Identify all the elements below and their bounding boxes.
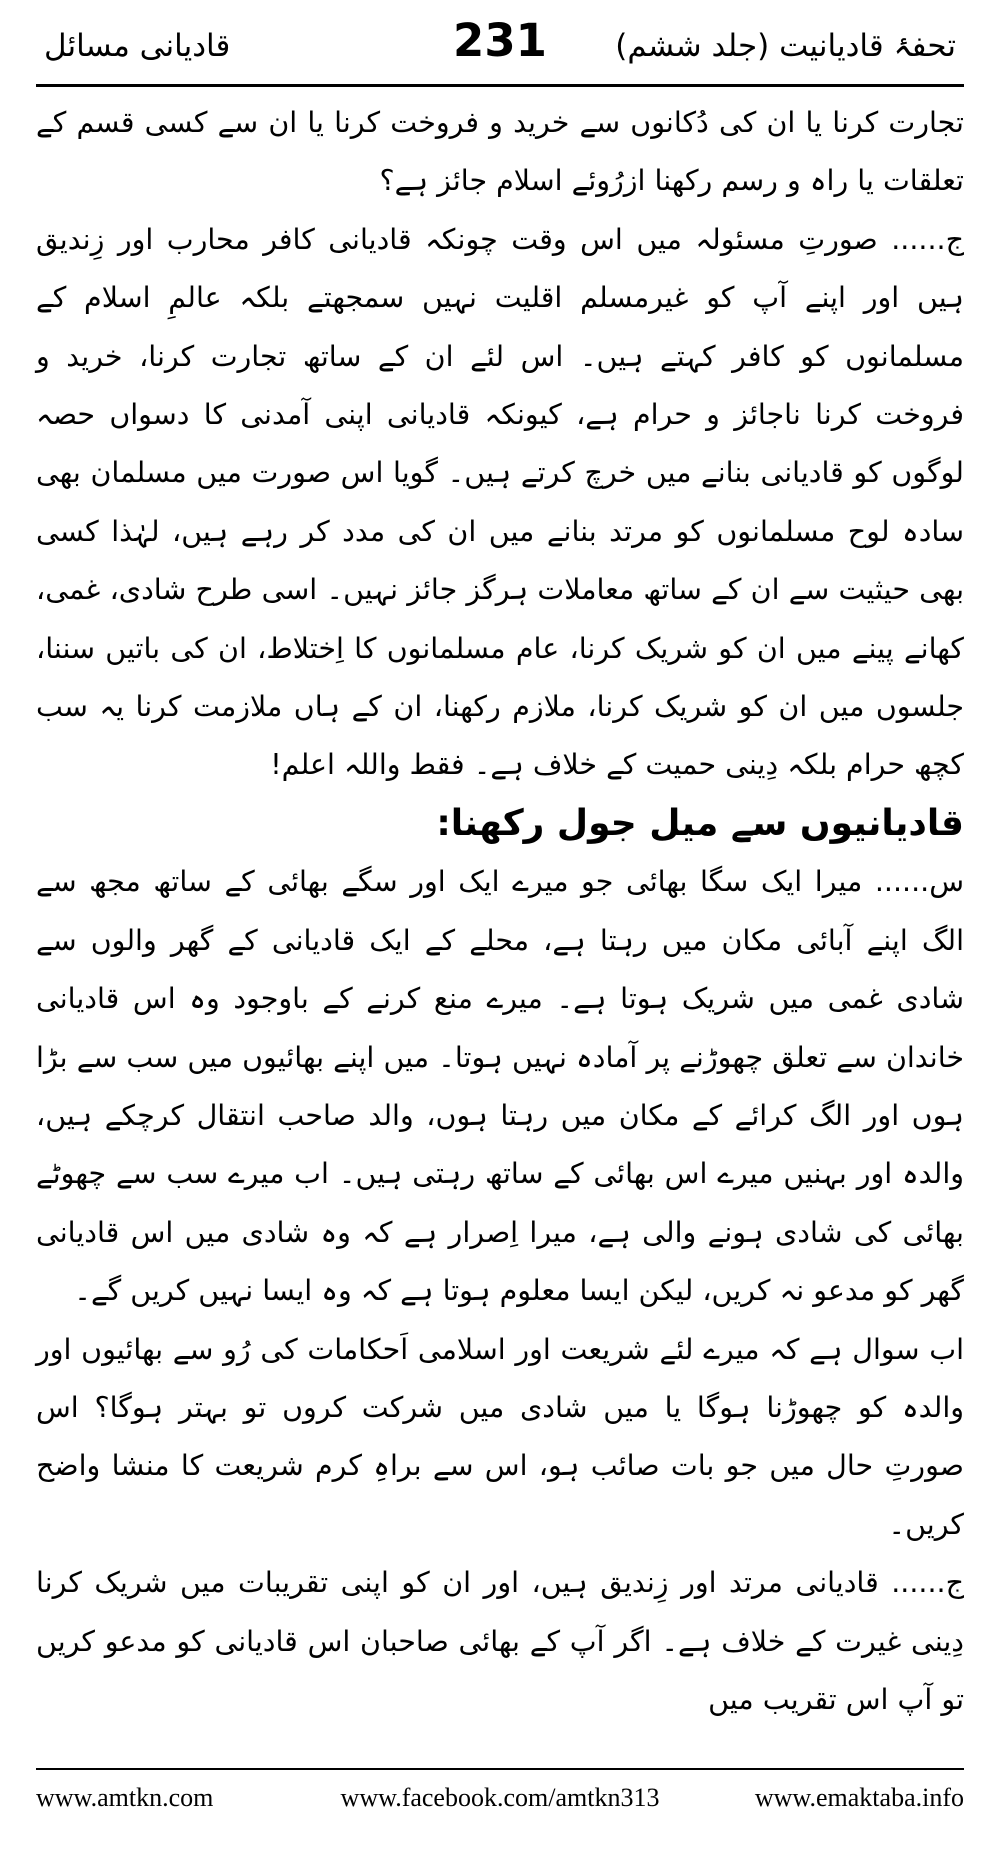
- question-2-continued: اب سوال ہے کہ میرے لئے شریعت اور اسلامی اَحکامات کی رُو سے بھائیوں اور والدہ کو چھوڑنا ہوگا یا میں شادی میں شرکت کروں تو بہتر ہوگا؟ اس صورتِ حال میں جو بات صائب ہو، اس سے براہِ کرم شریعت کا منشا واضح کریں۔: [36, 1332, 964, 1541]
- question-2: س...... میرا ایک سگا بھائی جو میرے ایک اور سگے بھائی کے ساتھ مجھ سے الگ اپنے آبائی مکان میں رہتا ہے، محلے کے ایک قادیانی کے گھر والوں سے شادی غمی میں شریک ہوتا ہے۔ میرے منع کرنے کے باوجود وہ اس قادیانی خاندان سے تعلق چھوڑنے پر آمادہ نہیں ہوتا۔ میں اپنے بھائیوں میں سب سے بڑا ہوں اور الگ کرائے کے مکان میں رہتا ہوں، والد صاحب انتقال کرچکے ہیں، والدہ اور بہنیں میرے اس بھائی کے ساتھ رہتی ہیں۔ اب میرے سب سے چھوٹے بھائی کی شادی ہونے والی ہے، میرا اِصرار ہے کہ وہ شادی میں اس قادیانی گھر کو مدعو نہ کریں، لیکن ایسا معلوم ہوتا ہے کہ وہ ایسا نہیں کریں گے۔: [36, 865, 964, 1308]
- header-divider: [36, 84, 964, 87]
- book-title: تحفۂ قادیانیت (جلد ششم): [615, 28, 956, 64]
- page-footer: [36, 1783, 964, 1823]
- footer-link-amtkn[interactable]: www.amtkn.com: [36, 1783, 214, 1812]
- section-title: قادیانی مسائل: [44, 28, 231, 64]
- page-header: [36, 14, 964, 82]
- answer-1: ج...... صورتِ مسئولہ میں اس وقت چونکہ قادیانی کافر محارب اور زِندیق ہیں اور اپنے آپ کو غیرمسلم اقلیت نہیں سمجھتے بلکہ عالمِ اسلام کے مسلمانوں کو کافر کہتے ہیں۔ اس لئے ان کے ساتھ تجارت کرنا، خرید و فروخت کرنا ناجائز و حرام ہے، کیونکہ قادیانی اپنی آمدنی کا دسواں حصہ لوگوں کو قادیانی بنانے میں خرچ کرتے ہیں۔ گویا اس صورت میں مسلمان بھی سادہ لوح مسلمانوں کو مرتد بنانے میں ان کی مدد کر رہے ہیں، لہٰذا کسی بھی حیثیت سے ان کے ساتھ معاملات ہرگز جائز نہیں۔ اسی طرح شادی، غمی، کھانے پینے میں ان کو شریک کرنا، عام مسلمانوں کا اِختلاط، ان کی باتیں سننا، جلسوں میں ان کو شریک کرنا، ملازم رکھنا، ان کے ہاں ملازمت کرنا یہ سب کچھ حرام بلکہ دِینی حمیت کے خلاف ہے۔ فقط واللہ اعلم!: [36, 222, 964, 782]
- section-heading: قادیانیوں سے میل جول رکھنا:: [436, 802, 964, 844]
- question-continued: تجارت کرنا یا ان کی دُکانوں سے خرید و فروخت کرنا یا ان سے کسی قسم کے تعلقات یا راہ و رسم رکھنا ازرُوئے اسلام جائز ہے؟: [36, 106, 964, 198]
- footer-link-emaktaba[interactable]: www.emaktaba.info: [754, 1783, 964, 1812]
- page-body: [36, 94, 964, 1729]
- answer-2: ج...... قادیانی مرتد اور زِندیق ہیں، اور ان کو اپنی تقریبات میں شریک کرنا دِینی غیرت کے خلاف ہے۔ اگر آپ کے بھائی صاحبان اس قادیانی کو مدعو کریں تو آپ اس تقریب میں: [36, 1566, 964, 1716]
- page-number: 231: [453, 14, 547, 67]
- footer-link-facebook[interactable]: www.facebook.com/amtkn313: [340, 1783, 660, 1812]
- footer-divider: [36, 1768, 964, 1770]
